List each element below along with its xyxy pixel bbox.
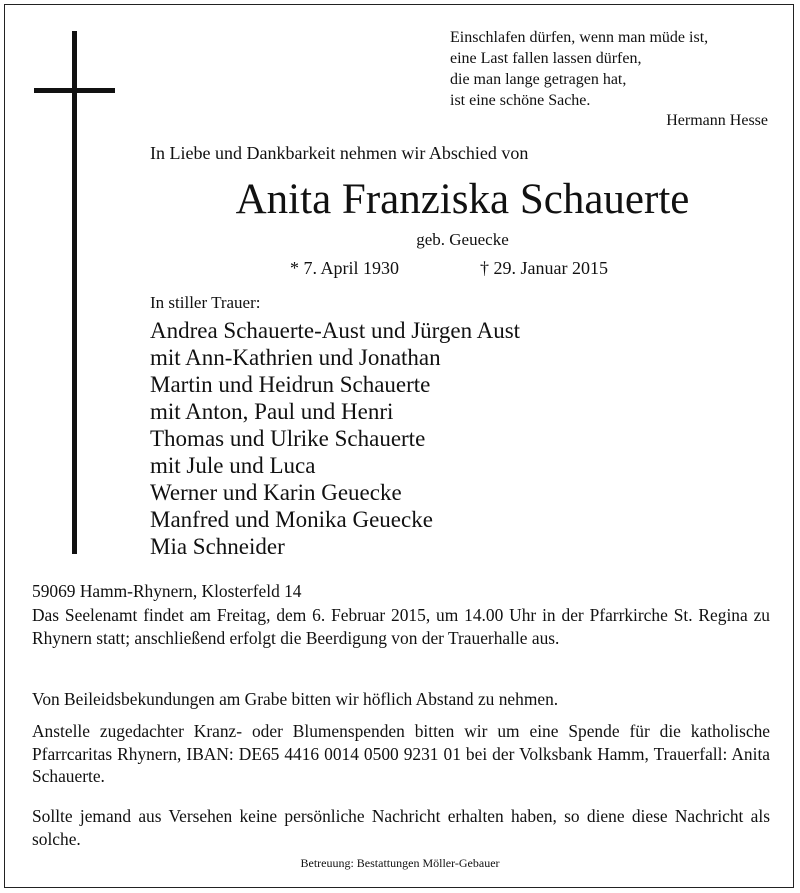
mourner-entry: Mia Schneider <box>150 534 285 559</box>
mourner-entry: Werner und Karin Geuecke <box>150 480 402 505</box>
quote-author: Hermann Hesse <box>666 112 768 129</box>
cross-icon-crossbar <box>34 88 115 93</box>
notice-paragraph: Sollte jemand aus Versehen keine persönliche Nachricht erhalten haben, so diene diese Nachricht als solche. <box>32 806 770 849</box>
mourner-entry: Andrea Schauerte-Aust und Jürgen Aust <box>150 318 521 343</box>
cross-icon <box>72 31 77 554</box>
mourner-entry: Thomas und Ulrike Schauerte <box>150 426 426 451</box>
intro-line: In Liebe und Dankbarkeit nehmen wir Abschied von <box>150 143 529 163</box>
undertaker-credit: Betreuung: Bestattungen Möller-Gebauer <box>300 856 500 870</box>
mourner-entry: mit Ann-Kathrien und Jonathan <box>150 345 441 370</box>
birth-name: geb. Geuecke <box>416 230 509 249</box>
mourner-entry: Manfred und Monika Geuecke <box>150 507 433 532</box>
mourner-entry: mit Jule und Luca <box>150 453 316 478</box>
donation-paragraph: Anstelle zugedachter Kranz- oder Blumenspenden bitten wir um eine Spende für die katholische Pfarrcaritas Rhynern, IBAN: DE65 4416 0014 0500 9231 01 bei der Volksbank Hamm, Trauerfall: Anita Schauerte. <box>32 721 770 786</box>
funeral-service-paragraph: Das Seelenamt findet am Freitag, dem 6. Februar 2015, um 14.00 Uhr in der Pfarrkirche St. Regina zu Rhynern statt; anschließend erfolgt die Beerdigung von der Trauerhalle aus. <box>32 605 770 648</box>
quote-line: Einschlafen dürfen, wenn man müde ist, <box>450 29 709 46</box>
condolence-paragraph: Von Beileidsbekundungen am Grabe bitten wir höflich Abstand zu nehmen. <box>32 689 559 709</box>
quote-block <box>450 27 775 129</box>
quote-line: die man lange getragen hat, <box>450 71 627 88</box>
family-address: 59069 Hamm-Rhynern, Klosterfeld 14 <box>32 581 302 601</box>
quote-line: eine Last fallen lassen dürfen, <box>450 50 642 67</box>
death-date: † 29. Januar 2015 <box>480 258 608 278</box>
birth-date: * 7. April 1930 <box>290 258 400 278</box>
mourner-entry: Martin und Heidrun Schauerte <box>150 372 431 397</box>
mourning-label: In stiller Trauer: <box>150 293 261 312</box>
deceased-name: Anita Franziska Schauerte <box>235 176 690 223</box>
quote-line: ist eine schöne Sache. <box>450 92 591 109</box>
mourner-entry: mit Anton, Paul und Henri <box>150 399 394 424</box>
mourners-list <box>150 317 520 560</box>
